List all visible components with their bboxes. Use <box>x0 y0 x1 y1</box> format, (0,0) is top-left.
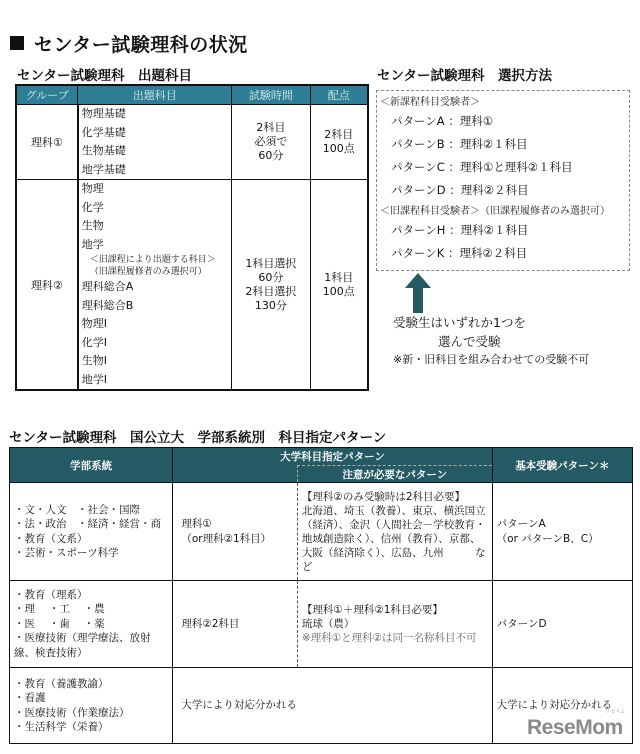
header-univ-pattern: 大学科目指定パターン <box>173 448 492 466</box>
header-caution: 注意が必要なパターン <box>297 466 492 483</box>
caution-cell: 【理科①＋理科②1科目必要】 琉球（農） ※理科①と理科②は同一名称科目不可 <box>297 581 492 668</box>
faculty-cell: ・教育（養護教諭） ・看護 ・医療技術（作業療法） ・生活科学（栄養） <box>10 668 173 744</box>
header-empty <box>173 466 298 483</box>
combination-note: ※新・旧科目を組み合わせての受験不可 <box>393 353 590 366</box>
header-time: 試験時間 <box>232 85 310 105</box>
table-row <box>16 105 368 180</box>
exam-subjects-title: センター試験理科 出題科目 <box>17 68 192 84</box>
group-cell: 理科① <box>16 105 78 180</box>
up-arrow-icon <box>405 273 431 313</box>
header-faculty: 学部系統 <box>10 448 173 483</box>
pattern-b: パターンB ：理科②１科目 <box>391 137 528 151</box>
points-cell: 2科目 100点 <box>310 105 368 180</box>
group-cell: 理科② <box>16 180 78 391</box>
pattern-cell: 理科① （or理科②1科目） <box>173 483 298 581</box>
pattern-c: パターンC ：理科①と理科②１科目 <box>391 160 573 174</box>
faculty-cell: ・教育（理系） ・理 ・工 ・農 ・医 ・歯 ・薬 ・医療技術（理学療法、放射 線、検査技術） <box>10 581 173 668</box>
table-row <box>16 180 368 391</box>
pattern-a: パターンA ：理科① <box>391 114 494 128</box>
selection-note: 受験生はいずれか1つを 選んで受験 <box>393 315 526 349</box>
pattern-h: パターンH ：理科②１科目 <box>391 223 529 237</box>
pattern-cell: 理科②2科目 <box>173 581 298 668</box>
faculty-patterns-title: センター試験理科 国公立大 学部系統別 科目指定パターン <box>9 430 387 446</box>
time-cell: 1科目選択 60分 2科目選択 130分 <box>232 180 310 391</box>
square-bullet-icon <box>10 36 24 50</box>
pattern-d: パターンD ：理科②２科目 <box>391 183 529 197</box>
faculty-patterns-table <box>9 447 633 744</box>
old-curriculum-header: ＜旧課程科目受験者＞（旧課程履修者のみ選択可） <box>380 206 610 217</box>
caution-cell: 【理科②のみ受験時は2科目必要】 北海道、埼玉（教養）、東京、横浜国立（経済）、金沢（人間社会－学校教育・地域創造除く）、信州（教育）、京都、大阪（経済除く）、広島、九州 など <box>297 483 492 581</box>
time-cell: 2科目 必須で 60分 <box>232 105 310 180</box>
table-row <box>10 483 633 581</box>
points-cell: 1科目 100点 <box>310 180 368 391</box>
header-subjects: 出題科目 <box>78 85 232 105</box>
header-points: 配点 <box>310 85 368 105</box>
basic-pattern-cell: パターンD <box>492 581 632 668</box>
new-curriculum-header: ＜新課程科目受験者＞ <box>380 97 480 108</box>
header-basic-pattern: 基本受験パターン＊ <box>492 448 632 483</box>
resemom-logo: ReseMom <box>527 716 623 739</box>
header-group: グループ <box>16 85 78 105</box>
selection-method-title: センター試験理科 選択方法 <box>377 68 552 84</box>
basic-pattern-cell: 大学により対応分かれる <box>492 668 632 744</box>
table-header-row <box>10 448 633 466</box>
subjects-cell: 物理 化学 生物 地学 ＜旧課程により出題する科目＞ （旧課程履修者のみ選択可） 理科総合A 理科総合B 物理Ⅰ 化学Ⅰ 生物Ⅰ 地学Ⅰ <box>78 180 232 391</box>
basic-pattern-cell: パターンA （or パターンB、C） <box>492 483 632 581</box>
pattern-k: パターンK ：理科②２科目 <box>391 246 528 260</box>
subjects-cell: 物理基礎 化学基礎 生物基礎 地学基礎 <box>78 105 232 180</box>
faculty-cell: ・文・人文 ・社会・国際 ・法・政治 ・経済・経営・商 ・教育（文系） ・芸術・スポーツ科学 <box>10 483 173 581</box>
resemom-logo-ruby: リセマム <box>605 709 625 715</box>
table-header-row <box>16 85 368 105</box>
exam-subjects-table <box>15 84 369 391</box>
pattern-cell: 大学により対応分かれる <box>173 668 492 744</box>
main-title: センター試験理科の状況 <box>10 30 248 57</box>
table-row <box>10 581 633 668</box>
selection-method-box <box>376 90 630 271</box>
